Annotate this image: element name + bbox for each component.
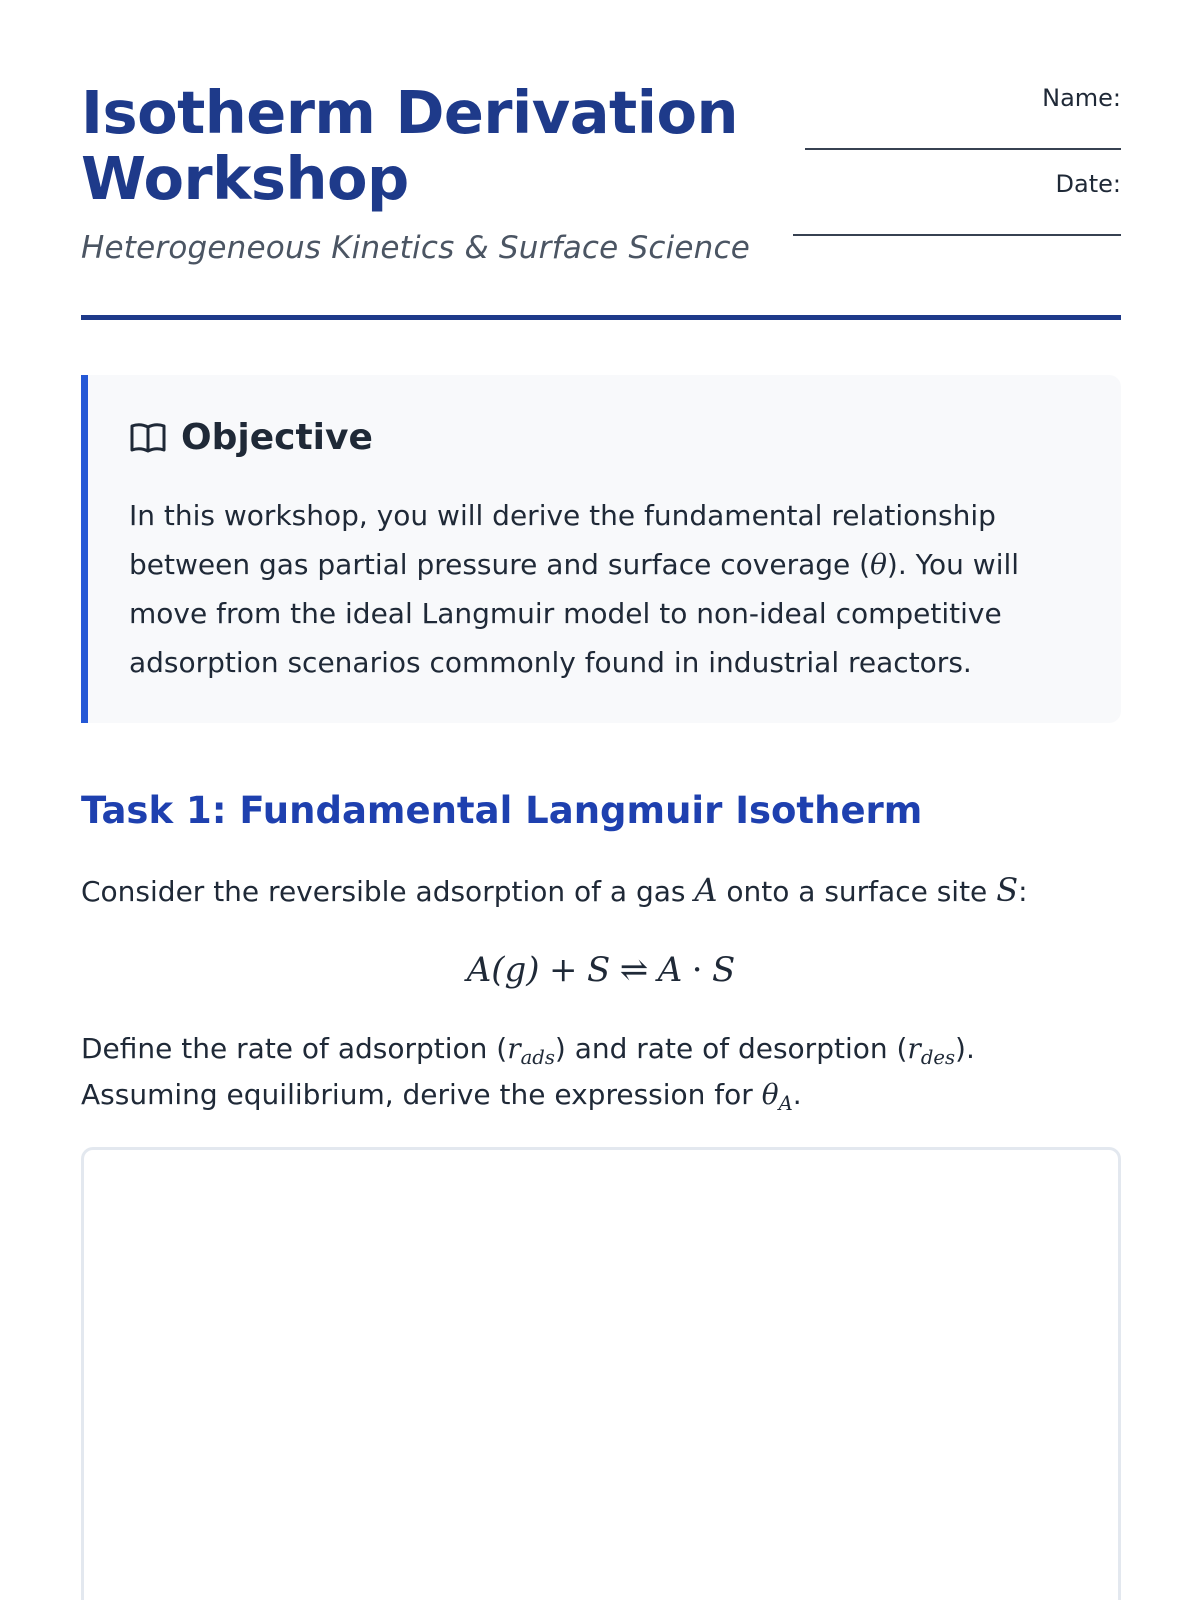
theta-a-symbol: θ	[761, 1078, 779, 1111]
objective-text	[129, 491, 1089, 687]
objective-text-end: ). You will move from the ideal Langmuir model to non-ideal competitive adsorption scenarios commonly found in industrial reactors.	[129, 548, 1020, 679]
eq-gas-phase: (g)	[491, 950, 540, 990]
eq-rhs-s: S	[711, 950, 736, 990]
desc-part2: ) and rate of desorption (	[554, 1032, 908, 1065]
worksheet-header	[81, 80, 1121, 320]
task1-intro-start: Consider the reversible adsorption of a gas	[81, 875, 695, 908]
task1-heading: Task 1: Fundamental Langmuir Isotherm	[81, 789, 923, 832]
worksheet-page	[81, 0, 1121, 1600]
task1-intro-middle: onto a surface site	[717, 875, 997, 908]
adsorption-equation	[81, 945, 1121, 995]
date-label: Date:	[1055, 170, 1121, 198]
page-subtitle: Heterogeneous Kinetics & Surface Science	[81, 230, 751, 266]
objective-heading-row	[129, 417, 373, 458]
theta-a-subscript: A	[778, 1091, 793, 1115]
objective-heading: Objective	[181, 417, 373, 458]
r-des-symbol: r	[907, 1032, 921, 1065]
r-ads-symbol: r	[507, 1032, 521, 1065]
des-subscript: des	[920, 1045, 956, 1069]
task1-intro	[81, 870, 1028, 912]
page-title: Isotherm Derivation Workshop	[81, 78, 738, 213]
task1-answer-area[interactable]	[81, 1147, 1121, 1600]
task1-intro-end: :	[1018, 875, 1028, 908]
task1-description	[81, 1026, 1121, 1118]
ads-subscript: ads	[520, 1045, 555, 1069]
eq-equilibrium-arrow: ⇌	[619, 950, 649, 990]
date-field[interactable]	[793, 234, 1121, 236]
theta-symbol: θ	[870, 548, 887, 581]
objective-text-start: In this workshop, you will derive the fundamental relationship between gas partial pressure and surface coverage (	[129, 499, 996, 581]
objective-box	[81, 375, 1121, 723]
name-field[interactable]	[805, 148, 1121, 150]
eq-dot: ·	[691, 950, 703, 990]
var-s: S	[996, 871, 1019, 909]
var-a: A	[694, 871, 718, 909]
name-label: Name:	[1042, 84, 1121, 112]
desc-part1: Define the rate of adsorption (	[81, 1032, 508, 1065]
desc-end: .	[792, 1078, 802, 1111]
desc-line2: Assuming equilibrium, derive the expression for	[81, 1078, 762, 1111]
book-icon	[129, 419, 167, 457]
eq-lhs-s: S	[586, 950, 611, 990]
eq-rhs-a: A	[657, 950, 683, 990]
header-divider	[81, 315, 1121, 320]
eq-plus: +	[549, 950, 578, 990]
desc-part3: ).	[955, 1032, 975, 1065]
eq-lhs-a: A	[466, 950, 492, 990]
